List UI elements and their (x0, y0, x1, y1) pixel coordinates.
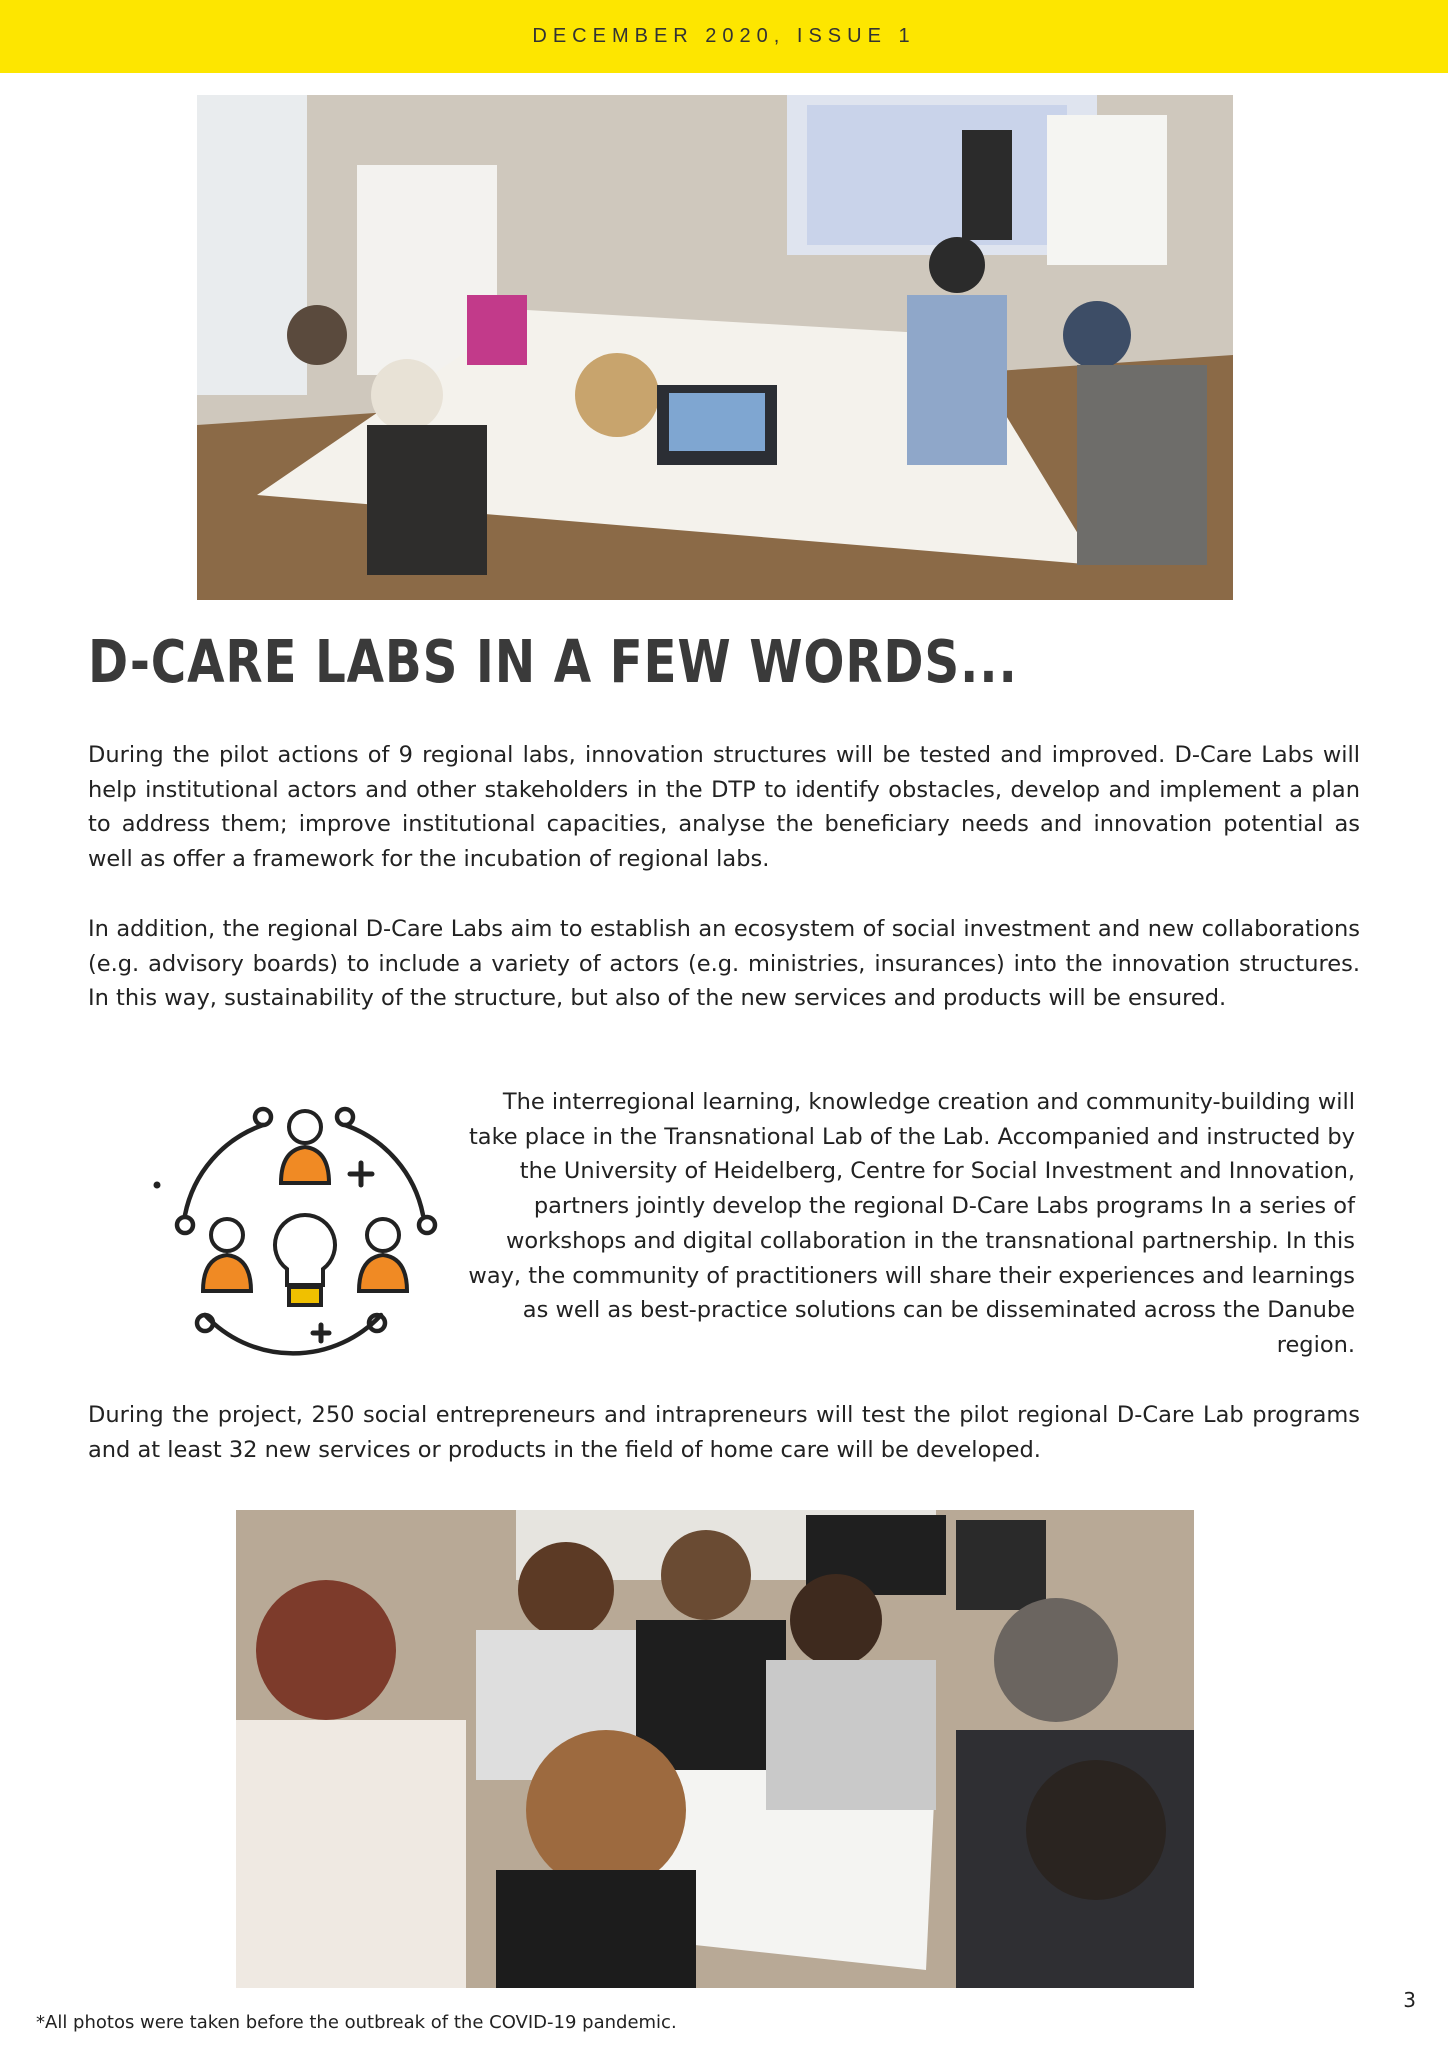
community-idea-icon (145, 1095, 445, 1365)
headline: D-CARE LABS IN A FEW WORDS... (88, 627, 1018, 696)
intro-paragraph: During the pilot actions of 9 regional labs, innovation structures will be tested and improved. D-Care Labs will help institutional actors and other stakeholders in the DTP to identify obstacles, develop and implement a plan to address them; improve institutional capacities, analyse the beneficiary needs and innovation potential as well as offer a framework for the incubation of regional labs. (88, 742, 1360, 873)
page-number: 3 (1403, 1988, 1416, 2012)
issue-line: DECEMBER 2020, ISSUE 1 (532, 25, 916, 47)
transnational-lab-paragraph: The interregional learning, knowledge creation and community-building will take place in the Transnational Lab of the Lab. Accompanied and instructed by the University of Heidelberg, Centre for Social Investment and Innovation, partners jointly develop the regional D-Care Labs programs In a series of workshops and digital collaboration in the transnational partnership. In this way, the community of practitioners will share their experiences and learnings as well as best-practice solutions can be disseminated across the Danube region. (468, 1089, 1355, 1358)
photo-footnote: *All photos were taken before the outbreak of the COVID-19 pandemic. (36, 2012, 677, 2033)
ecosystem-paragraph: In addition, the regional D-Care Labs aim to establish an ecosystem of social investment and new collaborations (e.g. advisory boards) to include a variety of actors (e.g. ministries, insurances) into the innovation structures. In this way, sustainability of the structure, but also of the new services and products will be ensured. (88, 916, 1360, 1012)
meeting-photo (197, 95, 1233, 600)
project-outcomes-paragraph: During the project, 250 social entrepreneurs and intrapreneurs will test the pilot regional D-Care Lab programs and at least 32 new services or products in the field of home care will be developed. (88, 1402, 1360, 1463)
header-bar (0, 0, 1448, 73)
workshop-photo (236, 1510, 1194, 1988)
